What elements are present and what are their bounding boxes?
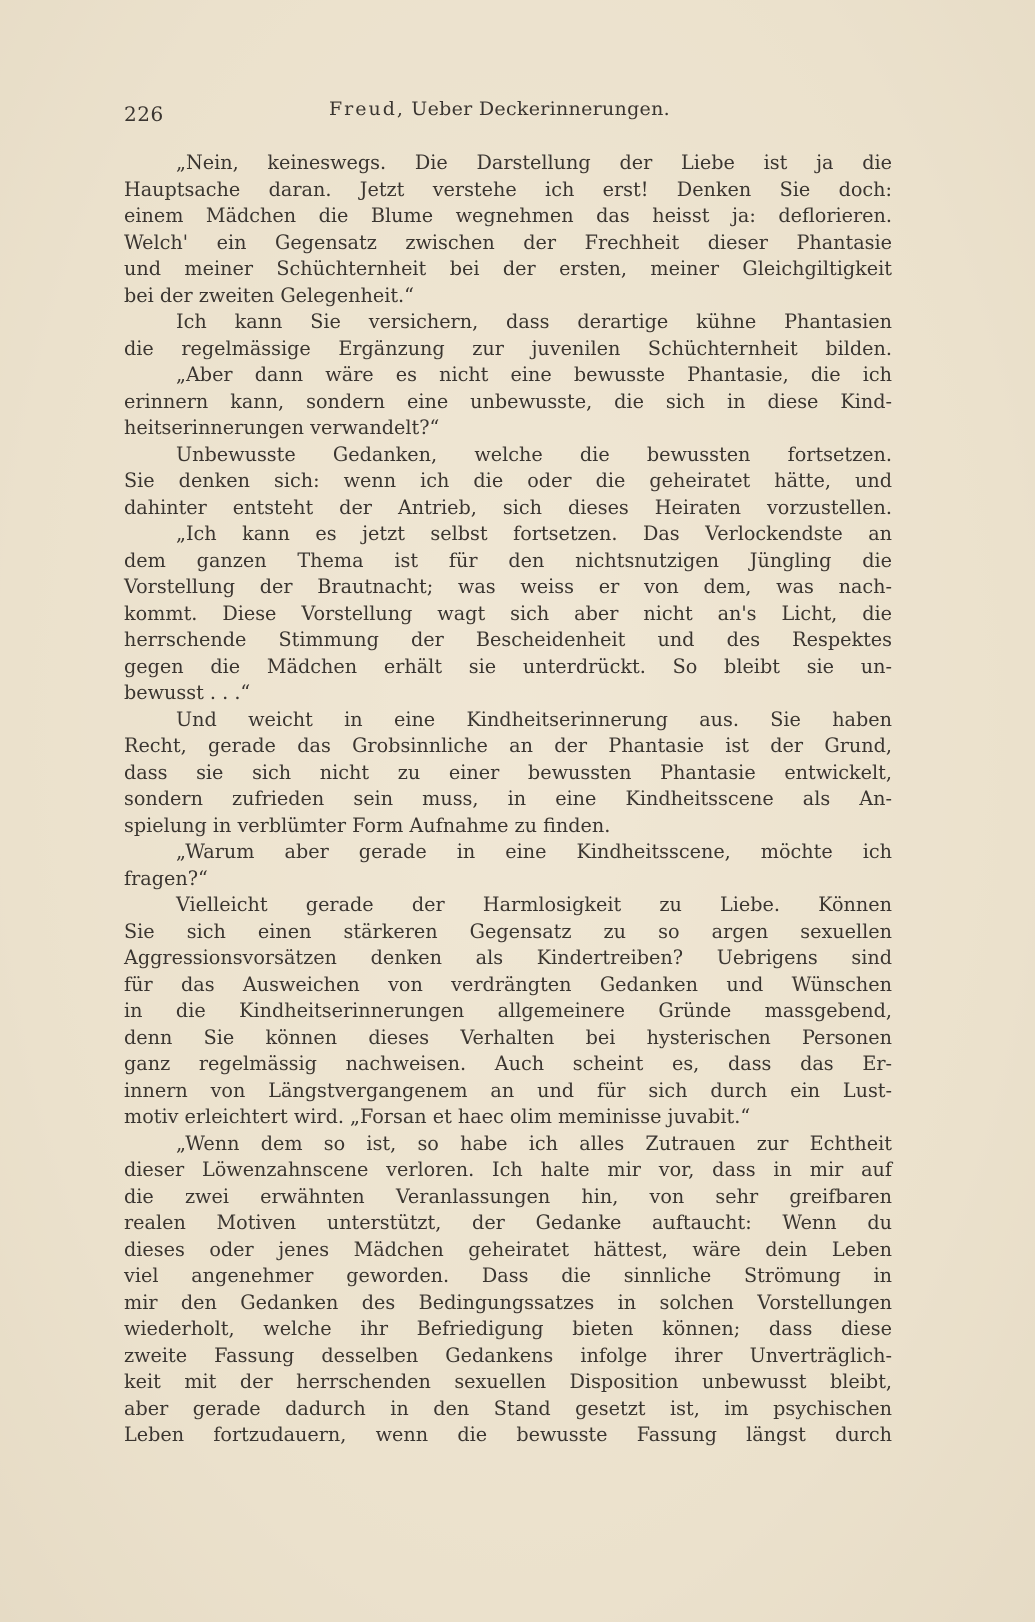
- text-line: dass sie sich nicht zu einer bewussten Phantasie entwickelt,: [124, 760, 892, 784]
- text-line: mir den Gedanken des Bedingungssatzes in solchen Vorstellungen: [124, 1290, 892, 1314]
- text-line: bewusst . . .“: [124, 681, 251, 704]
- text-line: „Warum aber gerade in eine Kindheitsscene, möchte ich: [176, 840, 892, 863]
- text-line: denn Sie können dieses Verhalten bei hysterischen Personen: [124, 1025, 892, 1049]
- text-line: dahinter entsteht der Antrieb, sich dieses Heiraten vorzustellen.: [124, 495, 892, 519]
- text-line: zweite Fassung desselben Gedankens infolge ihrer Unverträglich-: [124, 1343, 892, 1367]
- text-line: gegen die Mädchen erhält sie unterdrückt. So bleibt sie un-: [124, 654, 892, 678]
- text-line: wiederholt, welche ihr Befriedigung bieten können; dass diese: [124, 1317, 892, 1340]
- text-line: dem ganzen Thema ist für den nichtsnutzigen Jüngling die: [124, 548, 892, 572]
- author-name: Freud,: [329, 98, 405, 120]
- text-line: und meiner Schüchternheit bei der ersten, meiner Gleichgiltigkeit: [124, 257, 892, 280]
- text-line: die regelmässige Ergänzung zur juvenilen Schüchternheit bilden.: [124, 336, 892, 360]
- text-line: „Nein, keineswegs. Die Darstellung der Liebe ist ja die: [176, 151, 892, 174]
- running-title: [329, 98, 670, 120]
- text-line: viel angenehmer geworden. Dass die sinnliche Strömung in: [124, 1264, 892, 1287]
- text-line: ganz regelmässig nachweisen. Auch scheint es, dass das Er-: [124, 1052, 892, 1075]
- page-number: 226: [124, 102, 164, 126]
- text-line: herrschende Stimmung der Bescheidenheit und des Respektes: [124, 628, 892, 651]
- text-line: dieser Löwenzahnscene verloren. Ich halte mir vor, dass in mir auf: [124, 1158, 892, 1181]
- text-line: Sie sich einen stärkeren Gegensatz zu so argen sexuellen: [124, 919, 892, 943]
- text-line: Vielleicht gerade der Harmlosigkeit zu Liebe. Können: [176, 893, 892, 916]
- text-line: „Ich kann es jetzt selbst fortsetzen. Das Verlockendste an: [176, 522, 892, 545]
- text-line: Welch' ein Gegensatz zwischen der Frechheit dieser Phantasie: [124, 230, 892, 254]
- text-line: die zwei erwähnten Veranlassungen hin, von sehr greifbaren: [124, 1184, 892, 1208]
- text-line: „Wenn dem so ist, so habe ich alles Zutrauen zur Echtheit: [176, 1131, 892, 1155]
- text-line: Sie denken sich: wenn ich die oder die geheiratet hätte, und: [124, 469, 892, 492]
- text-line: heitserinnerungen verwandelt?“: [124, 416, 440, 439]
- running-header: [124, 96, 892, 132]
- text-line: „Aber dann wäre es nicht eine bewusste Phantasie, die ich: [176, 363, 892, 386]
- text-line: innern von Längstvergangenem an und für sich durch ein Lust-: [124, 1078, 892, 1102]
- text-line: Und weicht in eine Kindheitserinnerung aus. Sie haben: [176, 707, 892, 731]
- text-line: Unbewusste Gedanken, welche die bewussten fortsetzen.: [176, 442, 892, 466]
- text-line: in die Kindheitserinnerungen allgemeinere Gründe massgebend,: [124, 999, 892, 1022]
- text-line: spielung in verblümter Form Aufnahme zu finden.: [124, 813, 611, 837]
- text-line: aber gerade dadurch in den Stand gesetzt ist, im psychischen: [124, 1396, 892, 1420]
- text-line: sondern zufrieden sein muss, in eine Kindheitsscene als An-: [124, 787, 892, 810]
- text-line: Vorstellung der Brautnacht; was weiss er von dem, was nach-: [124, 575, 892, 598]
- text-line: kommt. Diese Vorstellung wagt sich aber nicht an's Licht, die: [124, 601, 892, 625]
- text-line: Leben fortzudauern, wenn die bewusste Fassung längst durch: [124, 1423, 892, 1446]
- text-line: keit mit der herrschenden sexuellen Disposition unbewusst bleibt,: [124, 1370, 892, 1393]
- text-line: realen Motiven unterstützt, der Gedanke auftaucht: Wenn du: [124, 1211, 892, 1234]
- text-line: Aggressionsvorsätzen denken als Kindertreiben? Uebrigens sind: [124, 946, 892, 969]
- body-text: [124, 150, 892, 1449]
- text-line: Ich kann Sie versichern, dass derartige kühne Phantasien: [176, 310, 892, 333]
- text-line: bei der zweiten Gelegenheit.“: [124, 283, 414, 307]
- text-line: einem Mädchen die Blume wegnehmen das heisst ja: deflorieren.: [124, 204, 892, 227]
- text-line: dieses oder jenes Mädchen geheiratet hättest, wäre dein Leben: [124, 1237, 892, 1261]
- text-line: Hauptsache daran. Jetzt verstehe ich erst! Denken Sie doch:: [124, 177, 892, 201]
- text-line: fragen?“: [124, 866, 208, 890]
- article-title: Ueber Deckerinnerungen.: [411, 98, 670, 120]
- text-line: erinnern kann, sondern eine unbewusste, die sich in diese Kind-: [124, 389, 892, 413]
- text-line: für das Ausweichen von verdrängten Gedanken und Wünschen: [124, 972, 892, 996]
- text-line: Recht, gerade das Grobsinnliche an der Phantasie ist der Grund,: [124, 734, 892, 757]
- text-line: motiv erleichtert wird. „Forsan et haec olim meminisse juvabit.“: [124, 1105, 751, 1128]
